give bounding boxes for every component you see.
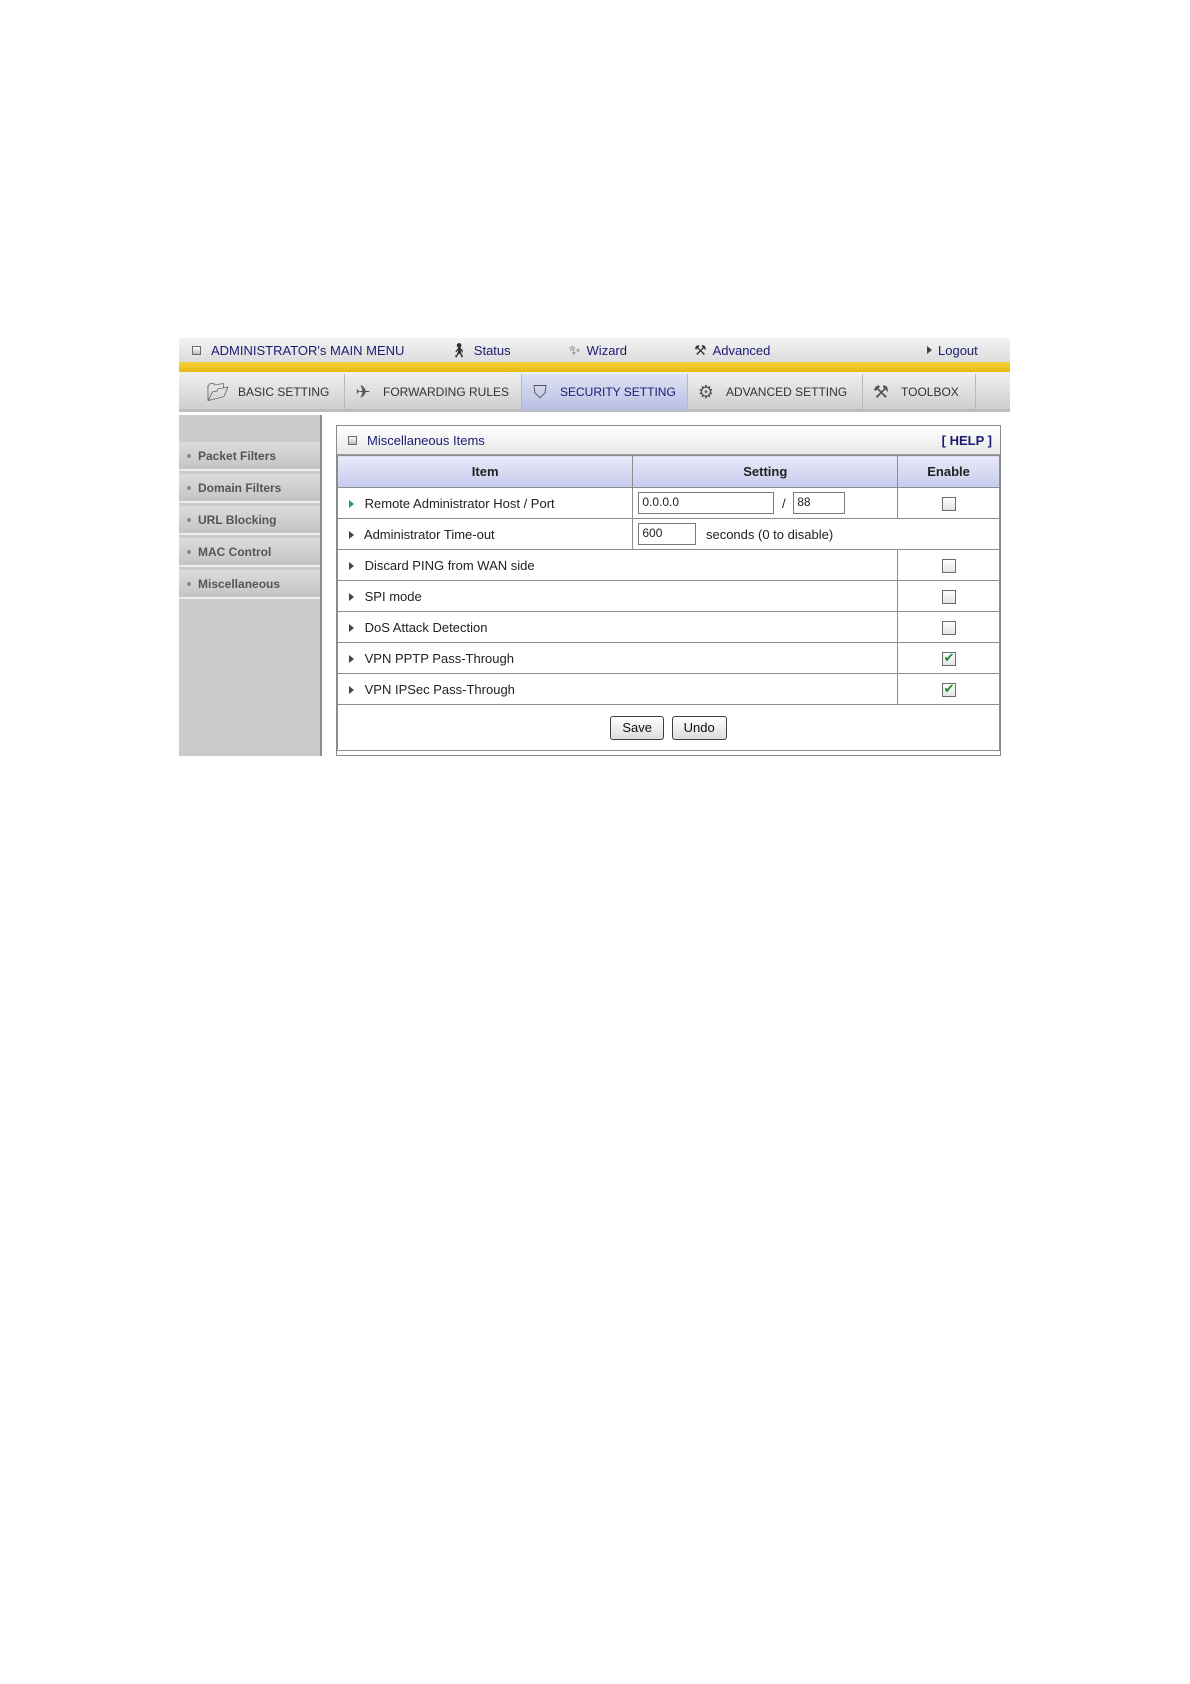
column-header-item: Item [338, 456, 633, 488]
panel-title: Miscellaneous Items [367, 432, 485, 448]
spi-mode-label: SPI mode [364, 588, 422, 604]
item-cell [338, 643, 898, 674]
sidebar-item-label: MAC Control [198, 544, 272, 559]
item-cell [338, 612, 898, 643]
ipsec-checkbox[interactable] [942, 683, 956, 697]
enable-cell [898, 643, 1000, 674]
sidebar-item-miscellaneous[interactable] [179, 570, 320, 599]
table-row-timeout [338, 519, 1000, 550]
main-menu-bar [179, 338, 1010, 362]
sidebar-item-mac-control[interactable] [179, 538, 320, 567]
wizard-label: Wizard [586, 342, 627, 358]
tab-forwarding-rules[interactable] [345, 374, 522, 410]
enable-cell [898, 612, 1000, 643]
enable-cell [898, 581, 1000, 612]
accent-stripe [179, 362, 1010, 372]
main-menu-title-label: ADMINISTRATOR's MAIN MENU [211, 342, 405, 358]
table-row-dos [338, 612, 1000, 643]
host-port-separator: / [781, 495, 786, 511]
status-person-icon: 🚶︎ [450, 341, 468, 358]
tab-basic-setting[interactable] [200, 374, 345, 410]
enable-cell [898, 550, 1000, 581]
table-row-spi-mode [338, 581, 1000, 612]
dos-label: DoS Attack Detection [364, 619, 488, 635]
setting-cell [633, 488, 898, 519]
remote-admin-label: Remote Administrator Host / Port [364, 495, 555, 511]
sidebar-item-packet-filters[interactable] [179, 442, 320, 471]
table-header-row [338, 456, 1000, 488]
row-arrow-icon [349, 531, 354, 539]
logout-link[interactable] [927, 341, 978, 359]
row-arrow-icon [349, 562, 354, 570]
status-link[interactable] [450, 341, 511, 359]
pptp-label: VPN PPTP Pass-Through [364, 650, 514, 666]
sidebar-item-url-blocking[interactable] [179, 506, 320, 535]
sidebar-item-domain-filters[interactable] [179, 474, 320, 503]
advanced-label: Advanced [712, 342, 771, 358]
remote-host-input[interactable]: 0.0.0.0 [638, 492, 774, 514]
dos-checkbox[interactable] [942, 621, 956, 635]
enable-cell [898, 488, 1000, 519]
timeout-input[interactable]: 600 [638, 523, 696, 545]
item-cell [338, 674, 898, 705]
discard-ping-checkbox[interactable] [942, 559, 956, 573]
tab-advanced-setting-label: ADVANCED SETTING [726, 385, 848, 399]
sidebar-item-label: URL Blocking [198, 512, 277, 527]
enable-cell [898, 674, 1000, 705]
tab-toolbox[interactable] [863, 374, 976, 410]
menu-square-icon [192, 346, 201, 355]
status-label: Status [473, 342, 511, 358]
logout-label: Logout [938, 342, 978, 358]
spi-mode-checkbox[interactable] [942, 590, 956, 604]
forwarding-icon: ✈︎ [355, 381, 371, 402]
pptp-checkbox[interactable] [942, 652, 956, 666]
bullet-icon [187, 486, 191, 490]
tab-advanced-setting[interactable] [688, 374, 863, 410]
misc-settings-table [337, 455, 1000, 751]
save-button[interactable]: Save [610, 716, 664, 740]
advanced-icon: ⚙︎ [697, 381, 715, 402]
row-arrow-icon [349, 624, 354, 632]
button-cell [338, 705, 1000, 751]
tab-security-setting-label: SECURITY SETTING [560, 385, 676, 399]
security-sidebar [179, 415, 322, 756]
button-row [338, 705, 1000, 751]
ipsec-label: VPN IPSec Pass-Through [364, 681, 515, 697]
tab-forwarding-rules-label: FORWARDING RULES [383, 385, 510, 399]
bullet-icon [187, 454, 191, 458]
help-link[interactable]: [ HELP ] [941, 433, 992, 448]
logout-arrow-icon [927, 346, 932, 354]
sidebar-item-label: Domain Filters [198, 480, 282, 495]
remote-port-input[interactable]: 88 [793, 492, 845, 514]
row-arrow-icon [349, 500, 354, 508]
folder-icon: 📂︎ [206, 381, 230, 402]
column-header-enable: Enable [898, 456, 1000, 488]
tab-security-setting[interactable] [522, 374, 688, 410]
tab-toolbox-label: TOOLBOX [901, 385, 959, 399]
wizard-link[interactable] [569, 341, 627, 359]
shield-icon: ⛉︎ [533, 381, 547, 402]
discard-ping-label: Discard PING from WAN side [364, 557, 535, 573]
bullet-icon [187, 550, 191, 554]
item-cell [338, 581, 898, 612]
remote-admin-checkbox[interactable] [942, 497, 956, 511]
panel-square-icon [348, 436, 357, 445]
panel-header [337, 426, 1000, 455]
timeout-label: Administrator Time-out [363, 526, 495, 542]
table-row-remote-admin [338, 488, 1000, 519]
advanced-tools-icon: ⚒︎ [694, 341, 707, 358]
bullet-icon [187, 582, 191, 586]
miscellaneous-panel [336, 425, 1001, 756]
advanced-link[interactable] [694, 341, 770, 359]
table-row-discard-ping [338, 550, 1000, 581]
main-menu-title [192, 341, 404, 359]
item-cell [338, 519, 633, 550]
bullet-icon [187, 518, 191, 522]
sidebar-item-label: Miscellaneous [198, 576, 281, 591]
row-arrow-icon [349, 686, 354, 694]
item-cell [338, 488, 633, 519]
column-header-setting: Setting [633, 456, 898, 488]
wizard-wand-icon: ✨︎ [569, 341, 581, 358]
toolbox-icon: ⚒︎ [872, 381, 890, 402]
settings-tab-bar [179, 372, 1010, 412]
sidebar-item-label: Packet Filters [198, 448, 277, 463]
tab-basic-setting-label: BASIC SETTING [238, 385, 330, 399]
row-arrow-icon [349, 655, 354, 663]
item-cell [338, 550, 898, 581]
router-admin-window [179, 338, 1010, 756]
setting-cell [633, 519, 1000, 550]
table-row-pptp [338, 643, 1000, 674]
row-arrow-icon [349, 593, 354, 601]
timeout-hint: seconds (0 to disable) [705, 526, 834, 542]
undo-button[interactable]: Undo [672, 716, 727, 740]
table-row-ipsec [338, 674, 1000, 705]
